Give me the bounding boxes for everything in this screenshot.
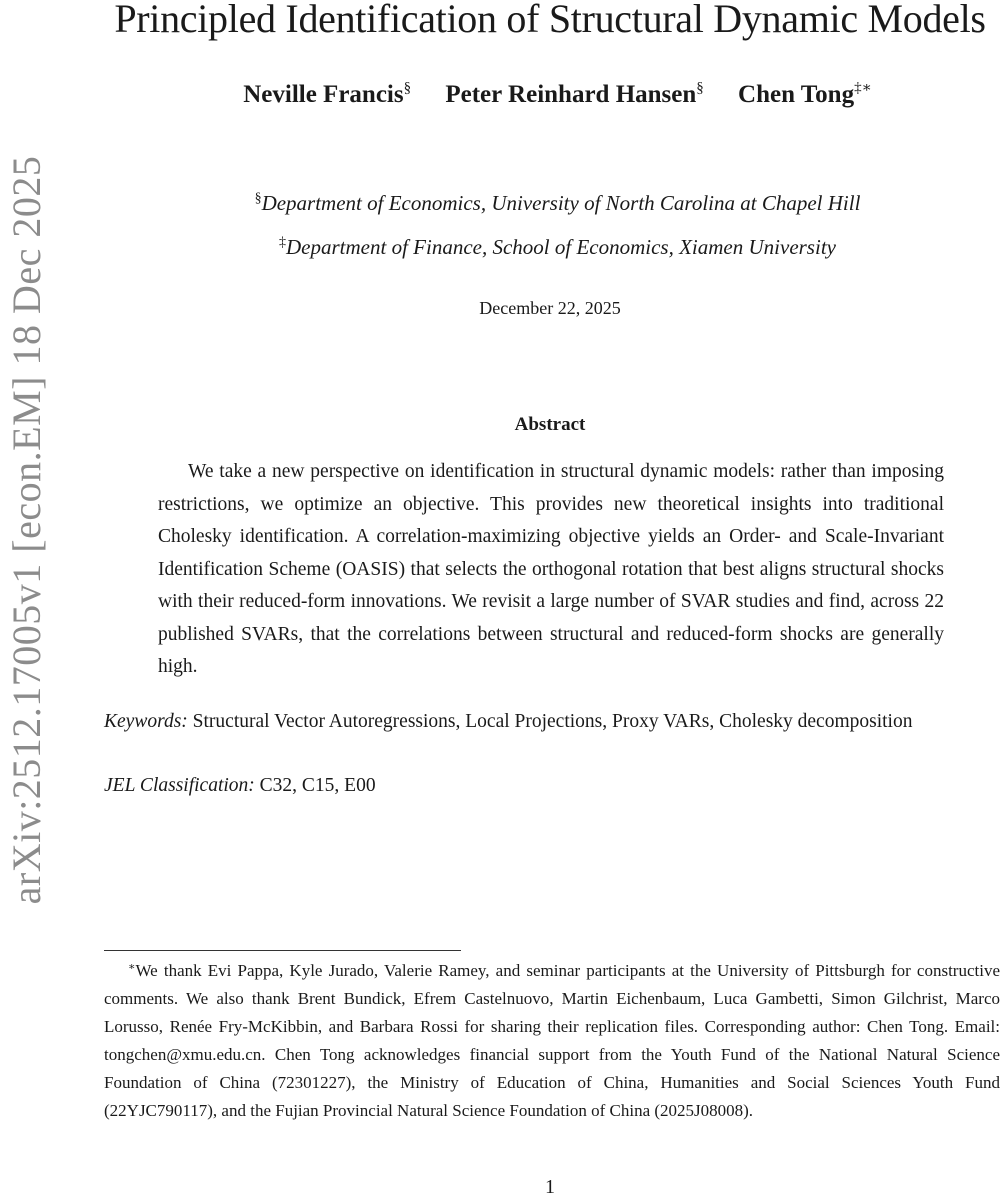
author-affiliation-mark: §: [403, 80, 412, 96]
author-affiliation-mark: ‡∗: [854, 80, 872, 96]
abstract-heading: Abstract: [514, 414, 586, 435]
affiliation-mark: §: [254, 191, 262, 206]
abstract-body: We take a new perspective on identification in structural dynamic models: rather than imposing restrictions, we optimize an objective. This provides new theoretical insights into traditional Cholesky identification. A correlation-maximizing objective yields an Order- and Scale-Invariant Identification Scheme (OASIS) that selects the orthogonal rotation that best aligns structural shocks with their reduced-form innovations. We revisit a large number of SVAR studies and find, across 22 published SVARs, that the correlations between structural and reduced-form shocks are generally high.: [158, 461, 944, 677]
affiliation: [100, 191, 1000, 216]
affiliation-text: Department of Finance, School of Economics, Xiamen University: [286, 235, 836, 259]
jel-label: JEL Classification:: [104, 775, 255, 796]
footnote-mark: ∗: [128, 961, 136, 973]
author: [738, 81, 872, 108]
author: [243, 81, 411, 108]
footnote-text: We thank Evi Pappa, Kyle Jurado, Valerie Ramey, and seminar participants at the University of Pittsburgh for constructive comments. We also thank Brent Bundick, Efrem Castelnuovo, Martin Eichenbaum, Luca Gambetti, Simon Gilchrist, Marco Lorusso, Renée Fry-McKibbin, and Barbara Rossi for sharing their replication files. Corresponding author: Chen Tong. Email: tongchen@xmu.edu.cn. Chen Tong acknowledges financial support from the Youth Fund of the National Natural Science Foundation of China (72301227), the Ministry of Education of China, Humanities and Social Sciences Youth Fund (22YJC790117), and the Fujian Provincial Natural Science Foundation of China (2025J08008).: [104, 961, 1000, 1120]
keywords-section: [104, 706, 944, 738]
keywords-label: Keywords:: [104, 711, 188, 732]
paper-date: December 22, 2025: [479, 298, 621, 318]
page-number: 1: [545, 1176, 555, 1198]
paper-title: Principled Identification of Structural Dynamic Models: [114, 0, 986, 41]
author-name: Neville Francis: [243, 81, 404, 108]
author: [445, 81, 703, 108]
affiliation-mark: ‡: [279, 235, 287, 250]
jel-classification: [104, 770, 944, 802]
author-name: Peter Reinhard Hansen: [445, 81, 697, 108]
affiliation-text: Department of Economics, University of North Carolina at Chapel Hill: [261, 191, 861, 215]
author-list: [100, 78, 1000, 109]
author-name: Chen Tong: [738, 81, 855, 108]
arxiv-identifier-stamp: arXiv:2512.17005v1 [econ.EM] 18 Dec 2025: [4, 155, 49, 905]
jel-codes: C32, C15, E00: [259, 775, 376, 796]
author-affiliation-mark: §: [696, 80, 704, 96]
footnote-divider: [104, 950, 461, 951]
footnote: [104, 953, 1000, 1125]
keywords-text: Structural Vector Autoregressions, Local Projections, Proxy VARs, Cholesky decomposition: [192, 711, 913, 732]
affiliation: [100, 235, 1000, 260]
